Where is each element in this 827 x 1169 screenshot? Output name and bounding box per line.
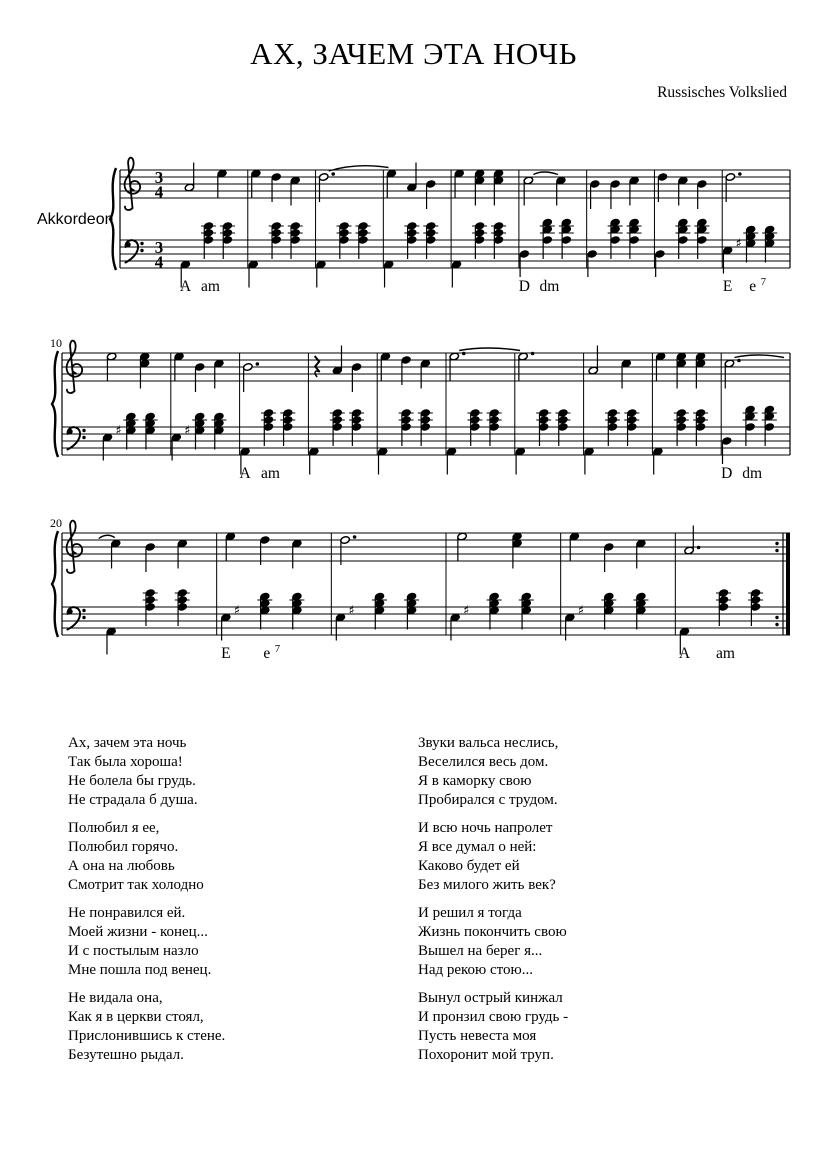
lyric-line: Не видала она,	[68, 990, 163, 1006]
chord-symbol-root: A	[179, 278, 192, 295]
lyric-line: Я в каморку свою	[418, 773, 532, 789]
measure	[180, 163, 235, 296]
lyric-line: Я все думал о ней:	[418, 839, 537, 855]
page-title: АХ, ЗАЧЕМ ЭТА НОЧЬ	[250, 36, 577, 71]
lyric-line: Моей жизни - конец...	[68, 924, 208, 940]
measure	[515, 352, 571, 475]
lyric-line: Звуки вальса неслись,	[418, 735, 559, 751]
lyric-line: И всю ночь напролет	[418, 820, 553, 836]
svg-text:10: 10	[50, 336, 62, 350]
stanza	[68, 734, 398, 810]
lyrics-column-2	[418, 734, 748, 1074]
lyric-line: Пробирался с трудом.	[418, 792, 558, 808]
measure	[652, 352, 708, 474]
chord-symbol-name: am	[716, 645, 735, 662]
chord-symbol-name: am	[261, 465, 280, 482]
svg-text:♯: ♯	[233, 603, 240, 619]
stanza	[418, 734, 748, 810]
lyrics-column-1	[68, 734, 398, 1074]
chord-symbol-name: e	[263, 645, 271, 662]
lyric-line: Вышел на берег я...	[418, 943, 543, 959]
lyric-line: Веселился весь дом.	[418, 754, 549, 770]
measure	[171, 352, 227, 460]
chord-symbol-root: D	[721, 465, 733, 482]
measure	[248, 169, 303, 287]
measure	[316, 170, 371, 288]
measure	[446, 532, 534, 640]
chord-symbol-name: e	[749, 278, 757, 295]
svg-text:20: 20	[50, 516, 62, 530]
lyric-line: Жизнь покончить свою	[418, 924, 567, 940]
svg-text:3: 3	[154, 168, 164, 187]
stanza	[418, 989, 748, 1065]
stanza	[68, 819, 398, 895]
chord-symbol-root: E	[722, 278, 733, 295]
lyric-line: А она на любовь	[68, 858, 175, 874]
stanza	[418, 819, 748, 895]
chord-symbol-root: E	[221, 645, 231, 662]
lyric-line: Вынул острый кинжал	[418, 990, 563, 1006]
stanza	[68, 904, 398, 980]
chord-symbol-superscript: 7	[760, 277, 766, 288]
chord-symbol-name: am	[200, 278, 220, 295]
measure	[383, 163, 438, 288]
lyric-line: Как я в церкви стоял,	[68, 1009, 204, 1025]
svg-text:3: 3	[154, 238, 164, 257]
lyric-line: Ах, зачем эта ночь	[68, 735, 187, 751]
lyric-line: Не понравился ей.	[68, 905, 186, 921]
system-1	[110, 158, 790, 295]
lyric-line: И с постылым назло	[68, 943, 199, 959]
lyric-line: Над рекою стою...	[418, 962, 533, 978]
lyric-line: Каково будет ей	[418, 858, 520, 874]
chord-symbol-root: A	[678, 645, 691, 662]
measure	[102, 352, 157, 460]
chord-symbol-root: D	[518, 278, 530, 295]
svg-text:♯: ♯	[577, 603, 584, 619]
svg-text:♯: ♯	[735, 236, 742, 252]
lyric-line: Полюбил горячо.	[68, 839, 179, 855]
chord-symbol-name: dm	[539, 278, 560, 295]
lyric-line: Так была хороша!	[68, 754, 183, 770]
svg-text:♯: ♯	[115, 423, 122, 439]
stanza	[68, 989, 398, 1065]
stanza	[418, 904, 748, 980]
system-2	[50, 336, 790, 482]
measure	[451, 169, 506, 287]
lyric-line: Не страдала б душа.	[68, 792, 198, 808]
system-3	[50, 516, 790, 662]
lyric-line: Смотрит так холодно	[68, 877, 204, 893]
svg-text:4: 4	[154, 252, 164, 272]
measure	[519, 170, 574, 295]
svg-text:4: 4	[154, 182, 164, 202]
measure	[675, 526, 763, 663]
svg-text:♯: ♯	[348, 603, 355, 619]
chord-symbol-name: dm	[742, 465, 763, 482]
lyric-line: Пусть невеста моя	[418, 1028, 537, 1044]
measure	[721, 353, 777, 482]
instrument-label: Akkordeon	[37, 211, 114, 228]
measure	[377, 352, 433, 474]
lyric-line: Прислонившись к стене.	[68, 1028, 226, 1044]
lyric-line: И решил я тогда	[418, 905, 522, 921]
svg-text:♯: ♯	[184, 423, 191, 439]
measure	[561, 532, 649, 640]
lyric-line: Мне пошла под венец.	[68, 962, 212, 978]
lyric-line: Похоронит мой труп.	[418, 1047, 554, 1063]
lyric-line: Полюбил я ее,	[68, 820, 160, 836]
lyric-line: Без милого жить век?	[418, 877, 556, 893]
measure	[217, 532, 305, 662]
lyric-line: Безутешно рыдал.	[68, 1047, 184, 1063]
svg-text:♯: ♯	[463, 603, 470, 619]
chord-symbol-superscript: 7	[274, 644, 281, 655]
measure	[106, 539, 190, 654]
measure	[331, 533, 419, 641]
subtitle: Russisches Volkslied	[657, 84, 787, 101]
lyric-line: Не болела бы грудь.	[68, 773, 196, 789]
measure	[722, 170, 777, 295]
chord-symbol-root: A	[239, 465, 251, 482]
measure	[240, 353, 296, 482]
measure	[446, 352, 502, 475]
lyric-line: И пронзил свою грудь -	[418, 1009, 569, 1025]
